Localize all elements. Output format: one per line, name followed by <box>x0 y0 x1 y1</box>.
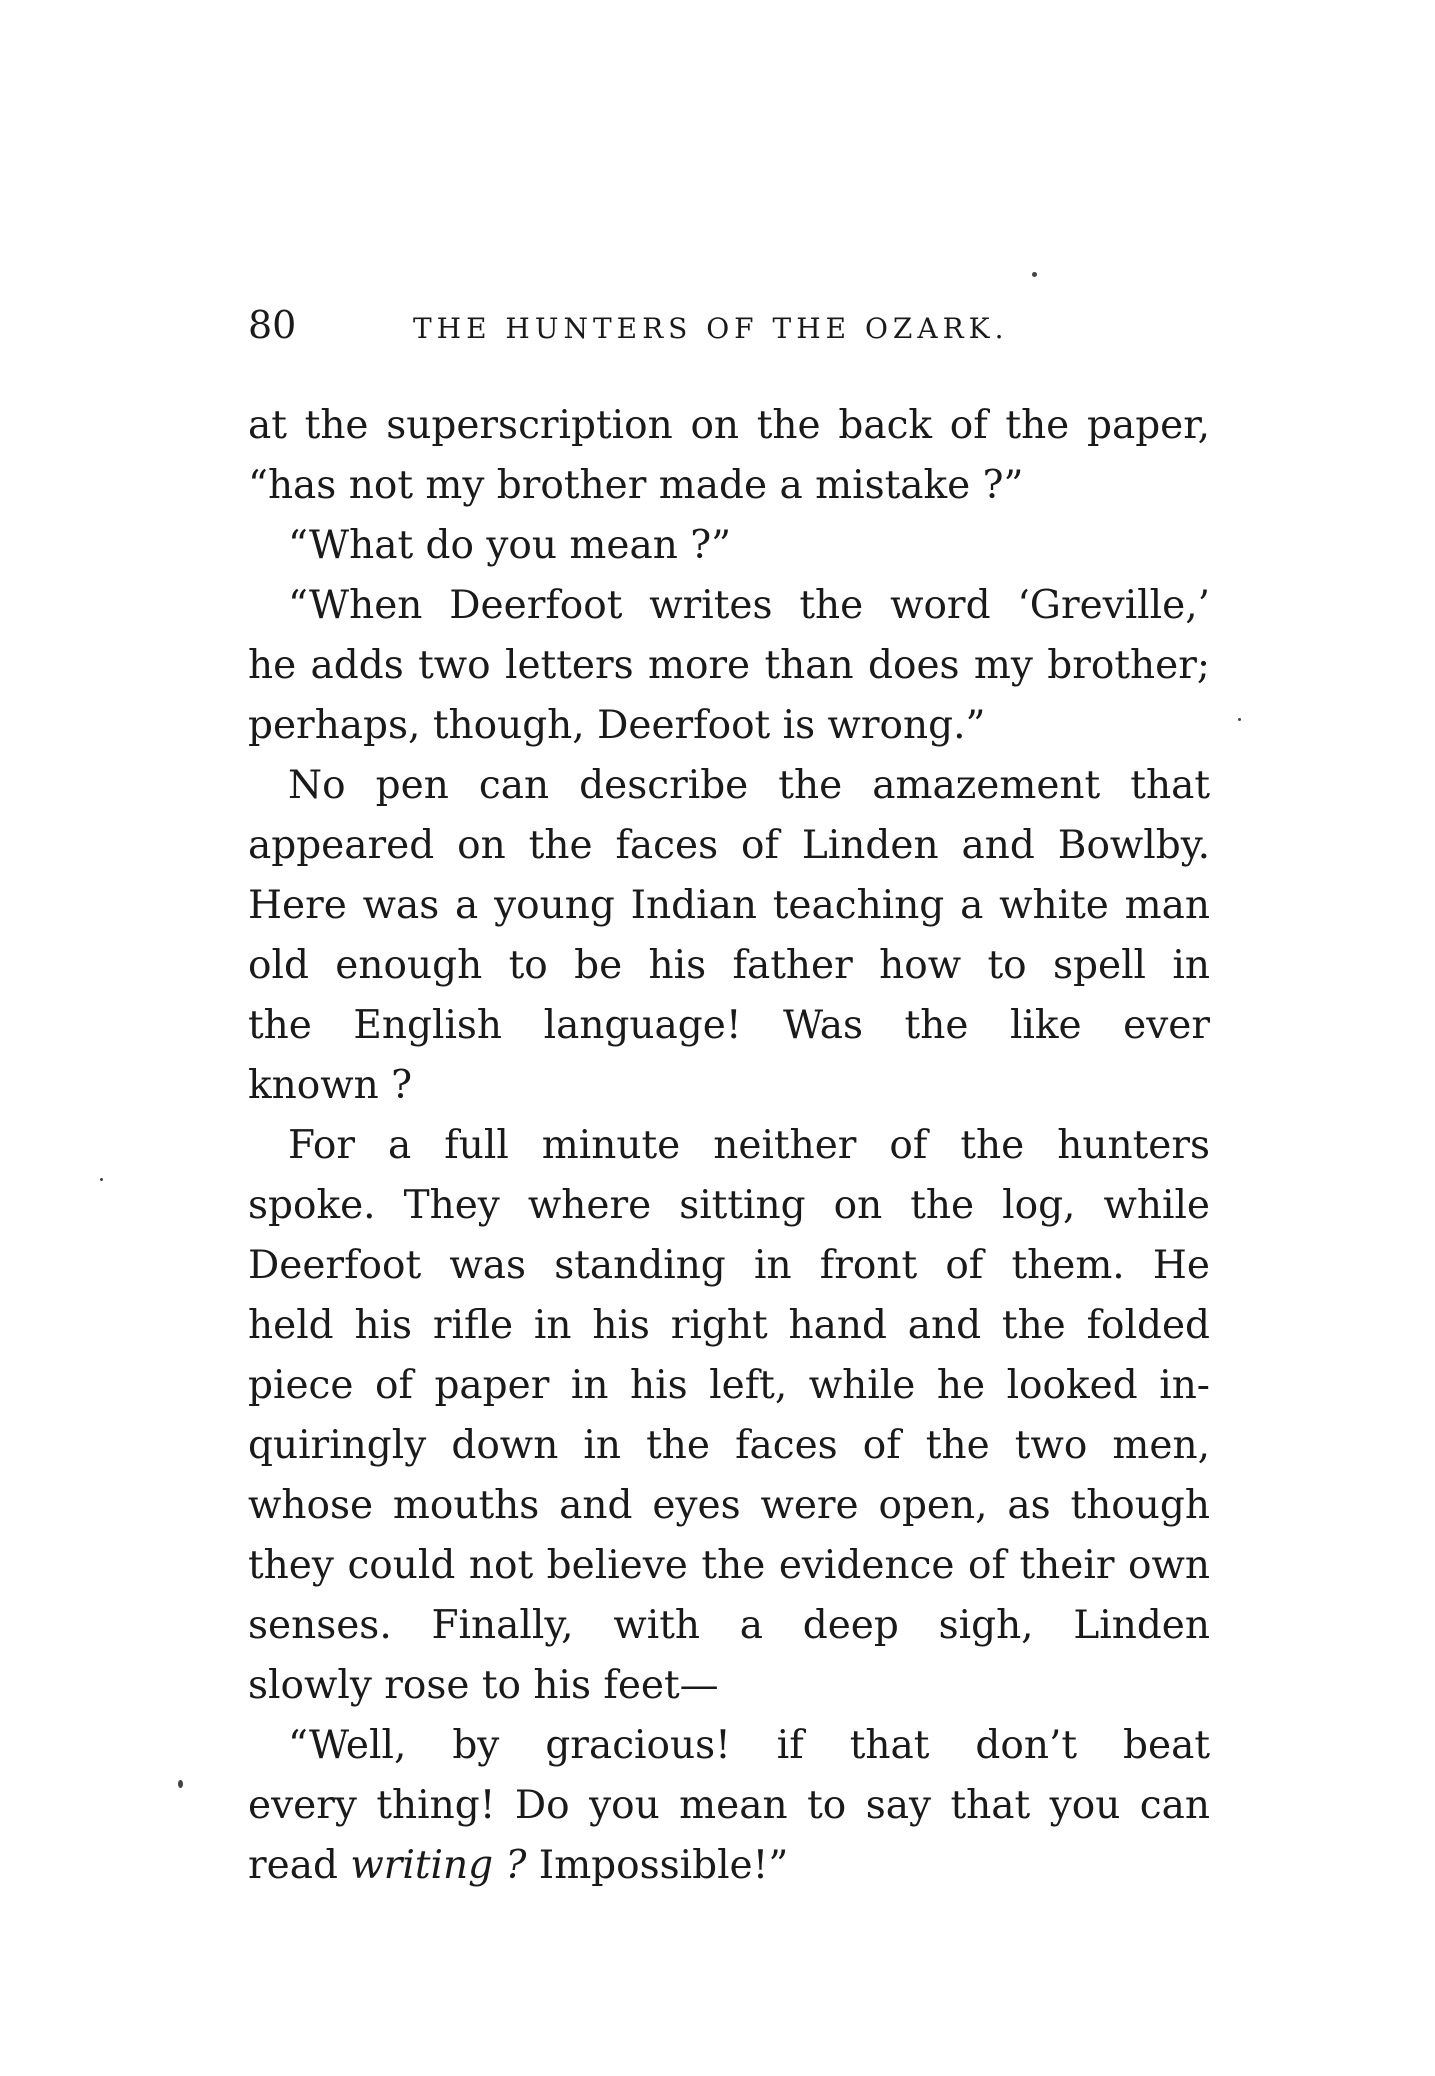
text-line: they could not believe the evidence of their own <box>248 1543 1210 1588</box>
ink-speck <box>100 1178 103 1181</box>
text-line: piece of paper in his left, while he looked in- <box>248 1363 1210 1408</box>
ink-speck <box>178 1780 183 1788</box>
text-line: “has not my brother made a mistake ?” <box>248 463 1024 508</box>
text-line: old enough to be his father how to spell in <box>248 943 1210 988</box>
last-line-end: Impossible!” <box>526 1843 789 1888</box>
text-line: Here was a young Indian teaching a white man <box>248 883 1210 928</box>
italic-word: writing ? <box>350 1843 527 1888</box>
last-line-start: read <box>248 1843 351 1888</box>
text-line-last <box>248 1836 1210 1896</box>
text-line: Deerfoot was standing in front of them. He <box>248 1243 1210 1288</box>
text-line: slowly rose to his feet— <box>248 1663 719 1708</box>
running-title: THE HUNTERS OF THE OZARK. <box>413 312 1009 345</box>
text-line: senses. Finally, with a deep sigh, Linden <box>248 1603 1210 1648</box>
ink-speck <box>1238 718 1241 721</box>
text-line: “What do you mean ?” <box>288 523 732 568</box>
text-line: No pen can describe the amazement that <box>288 763 1210 808</box>
text-line: spoke. They where sitting on the log, while <box>248 1183 1210 1228</box>
text-line: he adds two letters more than does my brother; <box>248 643 1210 688</box>
text-line: the English language! Was the like ever <box>248 1003 1210 1048</box>
ink-speck <box>1032 272 1037 277</box>
text-line: held his rifle in his right hand and the folded <box>248 1303 1210 1348</box>
text-line: known ? <box>248 1063 413 1108</box>
body-text <box>248 396 1210 1896</box>
running-head <box>248 300 1208 350</box>
text-line: “When Deerfoot writes the word ‘Greville,’ <box>288 583 1210 628</box>
text-line: perhaps, though, Deerfoot is wrong.” <box>248 703 986 748</box>
text-line: quiringly down in the faces of the two men, <box>248 1423 1210 1468</box>
text-line: For a full minute neither of the hunters <box>288 1123 1210 1168</box>
page-number: 80 <box>248 303 297 347</box>
text-line: “Well, by gracious! if that don’t beat <box>288 1723 1210 1768</box>
text-line: every thing! Do you mean to say that you can <box>248 1783 1210 1828</box>
text-line: whose mouths and eyes were open, as though <box>248 1483 1210 1528</box>
text-line: at the superscription on the back of the paper, <box>248 403 1210 448</box>
text-line: appeared on the faces of Linden and Bowlby. <box>248 823 1210 868</box>
